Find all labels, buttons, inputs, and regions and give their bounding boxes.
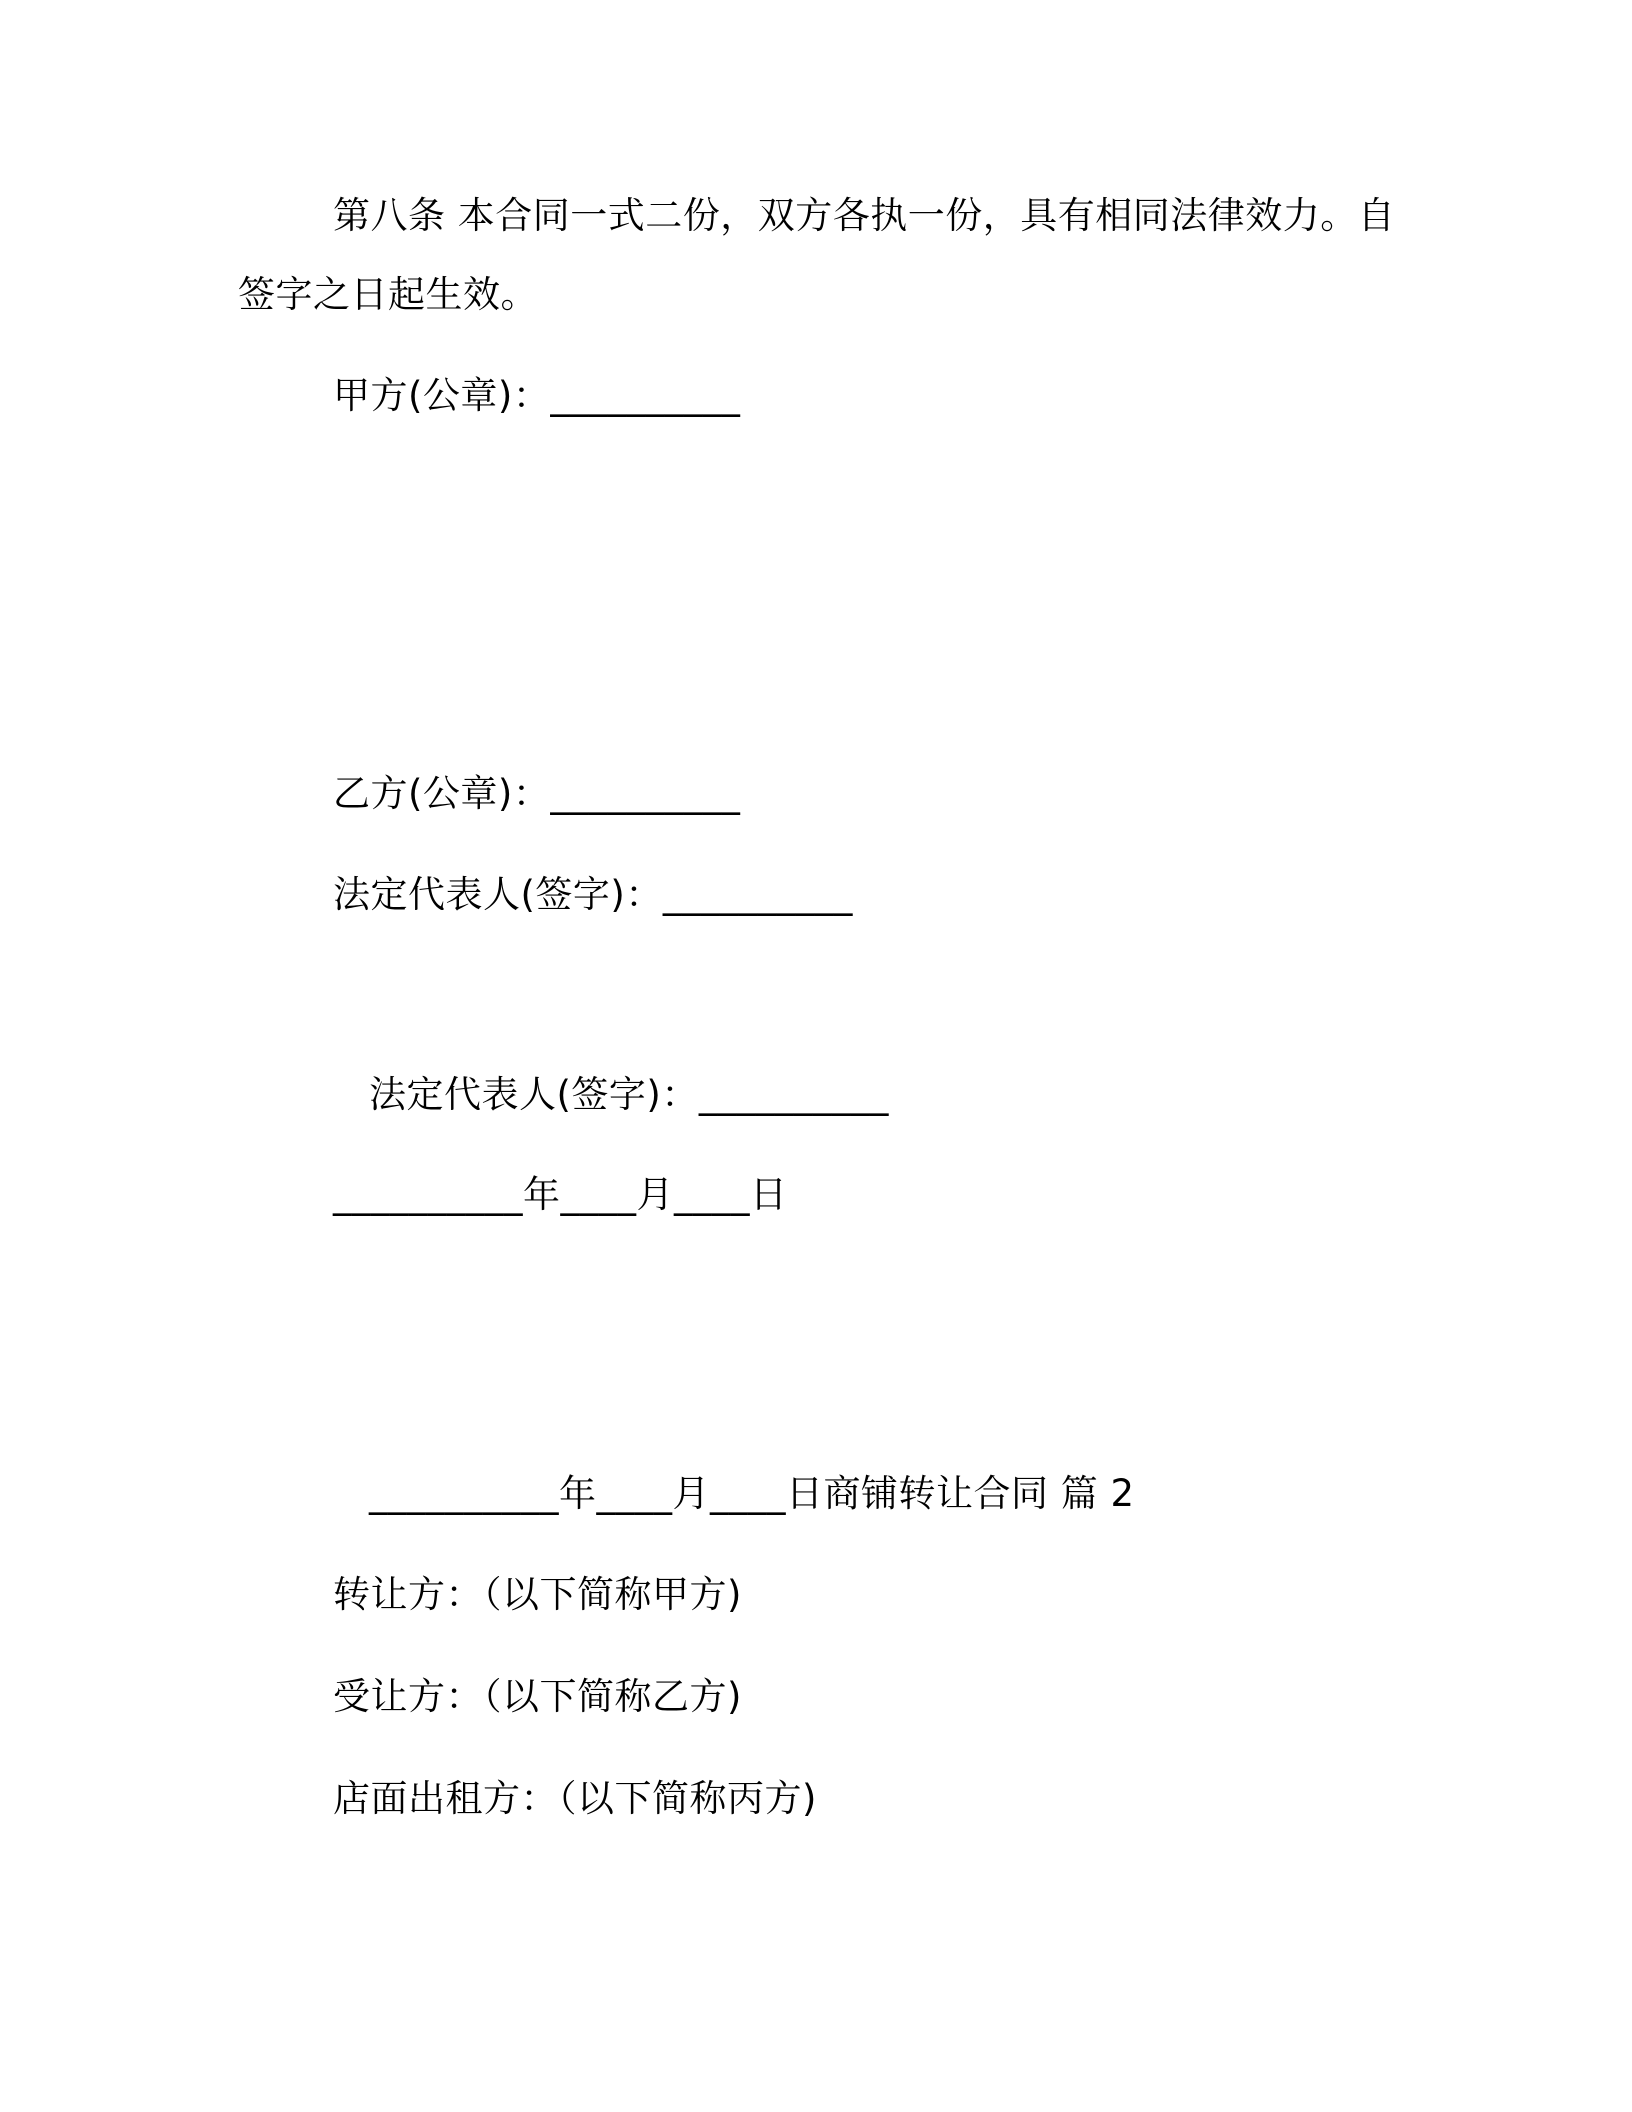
contract-2-title: __________年____月____日商铺转让合同 篇 2 [369, 1472, 1135, 1515]
landlord-line: 店面出租方：（以下简称丙方) [333, 1777, 817, 1820]
transferee-line: 受让方：（以下简称乙方) [333, 1675, 742, 1718]
date-line: __________年____月____日 [333, 1173, 788, 1216]
party-b-seal-line: 乙方(公章)：__________ [333, 772, 741, 815]
legal-representative-signature-line: 法定代表人(签字)：__________ [333, 873, 853, 916]
legal-representative-signature-line: 法定代表人(签字)：__________ [369, 1073, 889, 1116]
party-a-seal-line: 甲方(公章)：__________ [333, 374, 741, 417]
transferor-line: 转让方：（以下简称甲方) [333, 1573, 742, 1616]
article-8-text-line-2: 签字之日起生效。 [238, 273, 538, 316]
article-8-text-line-1: 第八条 本合同一式二份，双方各执一份，具有相同法律效力。自 [333, 194, 1396, 237]
